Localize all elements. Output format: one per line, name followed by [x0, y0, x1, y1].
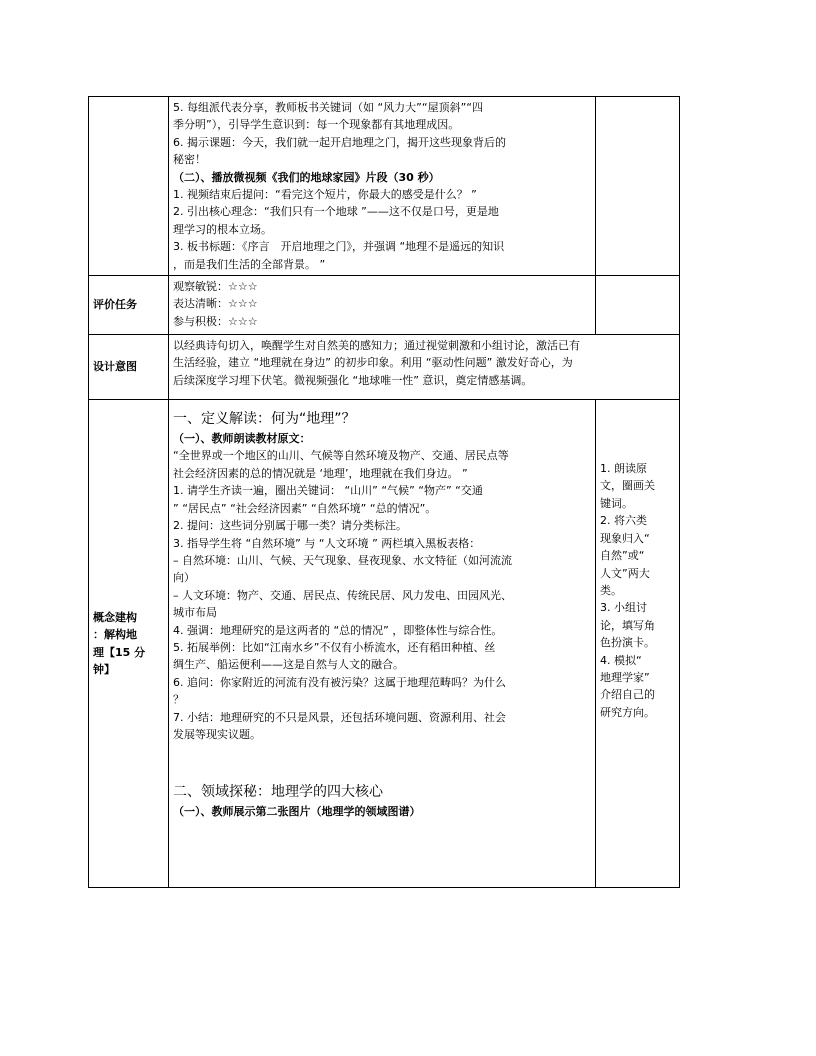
- activity-line: 研究方向。: [600, 705, 655, 719]
- design-intent-row: [89, 335, 680, 400]
- text-line: 2. 引出核心理念：“我们只有一个地球 ”——这不仅是口号，更是地: [173, 205, 499, 219]
- text-line: 以经典诗句切入，唤醒学生对自然美的感知力；通过视觉刺激和小组讨论，激活已有: [173, 339, 580, 353]
- activity-line: 色扮演卡。: [600, 636, 655, 650]
- text-line: 发展等现实议题。: [173, 727, 261, 741]
- concept-label: [89, 400, 169, 888]
- text-line: ？: [173, 693, 184, 707]
- activity-line: 现象归入“: [600, 531, 650, 545]
- text-line: 秘密！: [173, 153, 206, 167]
- activity-line: 介绍自己的: [600, 688, 655, 702]
- lesson-plan-table: [88, 96, 680, 888]
- activity-line: 地理学家”: [600, 670, 650, 684]
- label-line: 概念建构: [93, 610, 137, 624]
- label-line: ：解构地: [93, 628, 137, 642]
- section-title: 一、定义解读：何为“地理”？: [173, 411, 356, 428]
- text-line: 5. 每组派代表分享，教师板书关键词（如 “风力大”“屋顶斜”“四: [173, 101, 483, 114]
- evaluation-row: [89, 276, 680, 335]
- evaluation-label: 评价任务: [89, 276, 169, 335]
- label-line: 理【15 分: [93, 645, 146, 659]
- text-line: 季分明”），引导学生意识到：每一个现象都有其地理成因。: [173, 118, 460, 132]
- text-line: 城市布局: [173, 606, 217, 620]
- student-activity-cell: [596, 400, 680, 888]
- label-line: 钟】: [93, 662, 115, 676]
- text-line: 1. 视频结束后提问：“看完这个短片，你最大的感受是什么？ ”: [173, 188, 477, 202]
- text-line: 理学习的根本立场。: [173, 222, 272, 236]
- evaluation-item: 参与积极：☆☆☆: [173, 314, 258, 328]
- activity-line: 4. 模拟“: [600, 653, 642, 667]
- activity-line: 类。: [600, 583, 622, 597]
- activity-line: 1. 朗读原: [600, 462, 647, 476]
- activity-line: 文，圈画关: [600, 479, 655, 493]
- text-line: 6. 追问：你家附近的河流有没有被污染？这属于地理范畴吗？为什么: [173, 675, 506, 689]
- activity-line: 人文”两大: [600, 566, 650, 580]
- evaluation-content: [169, 276, 596, 335]
- section-heading: （二）、播放微视频《我们的地球家园》片段（30 秒）: [173, 170, 440, 184]
- concept-content: [169, 400, 596, 888]
- section-heading: （一）、教师朗读教材原文：: [173, 432, 311, 446]
- evaluation-item: 表达清晰：☆☆☆: [173, 297, 258, 311]
- design-intent-content: [169, 335, 680, 400]
- blank-label-cell: [89, 97, 169, 276]
- text-line: 5. 拓展举例：比如“江南水乡”不仅有小桥流水，还有稻田种植、丝: [173, 640, 496, 654]
- activity-line: 键词。: [600, 496, 633, 510]
- design-intent-label: 设计意图: [89, 335, 169, 400]
- text-line: 2. 提问：这些词分别属于哪一类？请分类标注。: [173, 519, 407, 533]
- section-title: 二、领域探秘：地理学的四大核心: [173, 784, 383, 801]
- text-line: 1. 请学生齐读一遍，圈出关键词： “山川” “气候” “物产” “交通: [173, 484, 483, 498]
- activity-content-cell: [169, 97, 596, 276]
- section-heading: （一）、教师展示第二张图片（地理学的领域图谱）: [173, 805, 421, 819]
- text-line: ，而是我们生活的全部背景。 ”: [173, 257, 326, 271]
- text-line: – 人文环境：物产、交通、居民点、传统民居、风力发电、田园风光、: [173, 588, 512, 602]
- text-line: 3. 指导学生将 “自然环境” 与 “人文环境 ” 两栏填入黑板表格：: [173, 536, 481, 550]
- text-line: 生活经验，建立 “地理就在身边” 的初步印象。利用 “驱动性问题” 激发好奇心，为: [173, 356, 573, 370]
- text-line: ” “居民点” “社会经济因素” “自然环境” “总的情况”。: [173, 501, 437, 515]
- text-line: 6. 揭示课题：今天，我们就一起开启地理之门，揭开这些现象背后的: [173, 135, 506, 149]
- activity-line: 自然”或“: [600, 549, 645, 563]
- evaluation-item: 观察敏锐：☆☆☆: [173, 280, 258, 294]
- blank-right-cell: [596, 276, 680, 335]
- activity-row-continued: [89, 97, 680, 276]
- text-line: “全世界或一个地区的山川、气候等自然环境及物产、交通、居民点等: [173, 449, 509, 463]
- text-line: 绸生产、船运便利——这是自然与人文的融合。: [173, 658, 404, 672]
- activity-line: 2. 将六类: [600, 514, 647, 528]
- text-line: 社会经济因素的总的情况就是 ‘地理’，地理就在我们身边。 ”: [173, 466, 468, 480]
- activity-line: 3. 小组讨: [600, 601, 647, 615]
- text-line: – 自然环境：山川、气候、天气现象、昼夜现象、水文特征（如河流流: [173, 553, 512, 567]
- text-line: 4. 强调：地理研究的是这两者的 “总的情况” ，即整体性与综合性。: [173, 623, 503, 637]
- text-line: 3. 板书标题：《序言 开启地理之门》，并强调 “地理不是遥远的知识: [173, 240, 505, 254]
- text-line: 向）: [173, 571, 195, 585]
- blank-right-cell: [596, 97, 680, 276]
- concept-row: [89, 400, 680, 888]
- text-line: 后续深度学习埋下伏笔。微视频强化 “地球唯一性” 意识，奠定情感基调。: [173, 373, 533, 387]
- activity-line: 论，填写角: [600, 618, 655, 632]
- text-line: 7. 小结：地理研究的不只是风景，还包括环境问题、资源利用、社会: [173, 710, 506, 724]
